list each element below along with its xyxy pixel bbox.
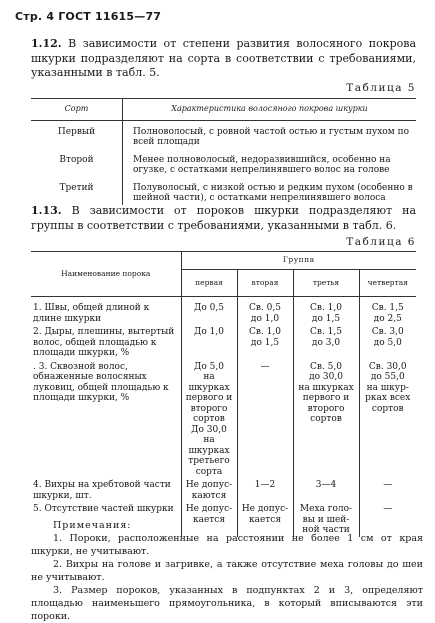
table6-group-2-cell: Не допус- кается — [237, 502, 293, 537]
table-row — [31, 297, 416, 326]
table6-group-1-cell: До 0,5 — [181, 297, 237, 326]
notes-title: Примечания: — [53, 520, 132, 531]
table5-desc: Менее полноволосый, недоразвившийся, особенно на огузке, с остатками непрелинявшего волос на голове — [123, 149, 417, 177]
table-row — [31, 360, 416, 479]
table6-group-2-cell: Св. 0,5 до 1,0 — [237, 297, 293, 326]
table6-defect-name: 4. Вихры на хребтовой части шкурки, шт. — [33, 480, 171, 501]
table-row — [31, 120, 416, 149]
table6-group-3-cell: Меха голо- вы и шей- ной части — [293, 502, 359, 537]
table6-group-2-cell: 1—2 — [237, 478, 293, 502]
table-row — [31, 478, 416, 502]
table5-desc: Полуволосый, с низкой остью и редким пухом (особенно в шейной части), с остатками непрелинявшего волоса — [123, 177, 417, 205]
table6-col-name: Наименование порока — [61, 268, 151, 278]
table5-sort: Третий — [59, 182, 94, 193]
table5-sort: Первый — [57, 126, 96, 137]
table5-col-desc: Характеристика волосяного покрова шкурки — [123, 99, 417, 121]
section-1-12-number: 1.12. — [31, 37, 62, 50]
table6-group-1-cell: До 1,0 — [181, 325, 237, 360]
table6-col-group-2: вторая — [237, 269, 293, 297]
table6-defect-name: 2. Дыры, плешины, вытертый волос, общей площадью к площади шкурки, % — [33, 327, 175, 358]
table6-group-1-cell: Не допус- каются — [181, 478, 237, 502]
notes-block — [31, 519, 423, 623]
table-row — [31, 149, 416, 177]
table5-col-sort: Сорт — [31, 99, 123, 121]
table6-group-3-cell: Св. 5,0 до 30,0 на шкурках первого и второго сортов — [293, 360, 359, 479]
page-header: Стр. 4 ГОСТ 11615—77 — [15, 10, 162, 23]
table6-group-4-cell: Св. 3,0 до 5,0 — [359, 325, 416, 360]
section-1-13-text: В зависимости от пороков шкурки подразделяют на группы в соответствии с требованиями, указанными в табл. 6. — [31, 204, 417, 232]
table6-group-3-cell: 3—4 — [293, 478, 359, 502]
section-1-12 — [31, 37, 416, 81]
table6-group-2-cell: Св. 1,0 до 1,5 — [237, 325, 293, 360]
note-item: 1. Пороки, расположенные на расстоянии не более 1 см от края шкурки, не учитывают. — [31, 533, 423, 557]
table5-sort: Второй — [59, 154, 94, 165]
table6-col-group-1: первая — [181, 269, 237, 297]
table6-group-4-cell: — — [359, 502, 416, 537]
table6-group-2-cell: — — [237, 360, 293, 479]
table6-group-3-cell: Св. 1,5 до 3,0 — [293, 325, 359, 360]
table6-group-4-cell: — — [359, 478, 416, 502]
table6-defect-name: 5. Отсутствие частей шкурки — [33, 504, 174, 514]
section-1-12-text: В зависимости от степени развития волосяного покрова шкурки подразделяют на сорта в соответствии с требованиями, указанными в табл. 5. — [31, 37, 417, 79]
note-item: 2. Вихры на голове и загривке, а также отсутствие меха головы до шеи не учитывают. — [31, 559, 423, 583]
table6-defect-name: 1. Швы, общей длиной к длине шкурки — [33, 303, 150, 324]
table6-group-4-cell: Св. 30,0 до 55,0 на шкур- рках всех сортов — [359, 360, 416, 479]
section-1-13 — [31, 204, 416, 233]
section-1-13-number: 1.13. — [31, 204, 62, 217]
table5-caption: Таблица 5 — [346, 82, 416, 94]
table-row — [31, 177, 416, 205]
table6-group-1-cell: До 5,0 на шкурках первого и второго сортов До 30,0 на шкурках третьего сорта — [181, 360, 237, 479]
table-6 — [31, 251, 416, 537]
table6-group-header: Группа — [181, 252, 416, 270]
table6-body — [31, 297, 416, 537]
table6-group-1-cell: Не допус- кается — [181, 502, 237, 537]
notes-list — [31, 532, 423, 623]
table6-group-4-cell: Св. 1,5 до 2,5 — [359, 297, 416, 326]
table6-caption: Таблица 6 — [346, 236, 416, 248]
table-5 — [31, 98, 416, 205]
table6-defect-name: . 3. Сквозной волос, обнаженные волосяных луковиц, общей площадью к площади шкурки, % — [33, 361, 169, 403]
table-row — [31, 325, 416, 360]
table6-group-3-cell: Св. 1,0 до 1,5 — [293, 297, 359, 326]
table5-desc: Полноволосый, с ровной частой остью и густым пухом по всей площади — [123, 120, 417, 149]
table6-col-group-4: четвертая — [359, 269, 416, 297]
note-item: 3. Размер пороков, указанных в подпунктах 2 и 3, определяют площадью наименьшего прямоугольника, в который вписываются эти пороки. — [31, 585, 423, 622]
table6-col-group-3: третья — [293, 269, 359, 297]
